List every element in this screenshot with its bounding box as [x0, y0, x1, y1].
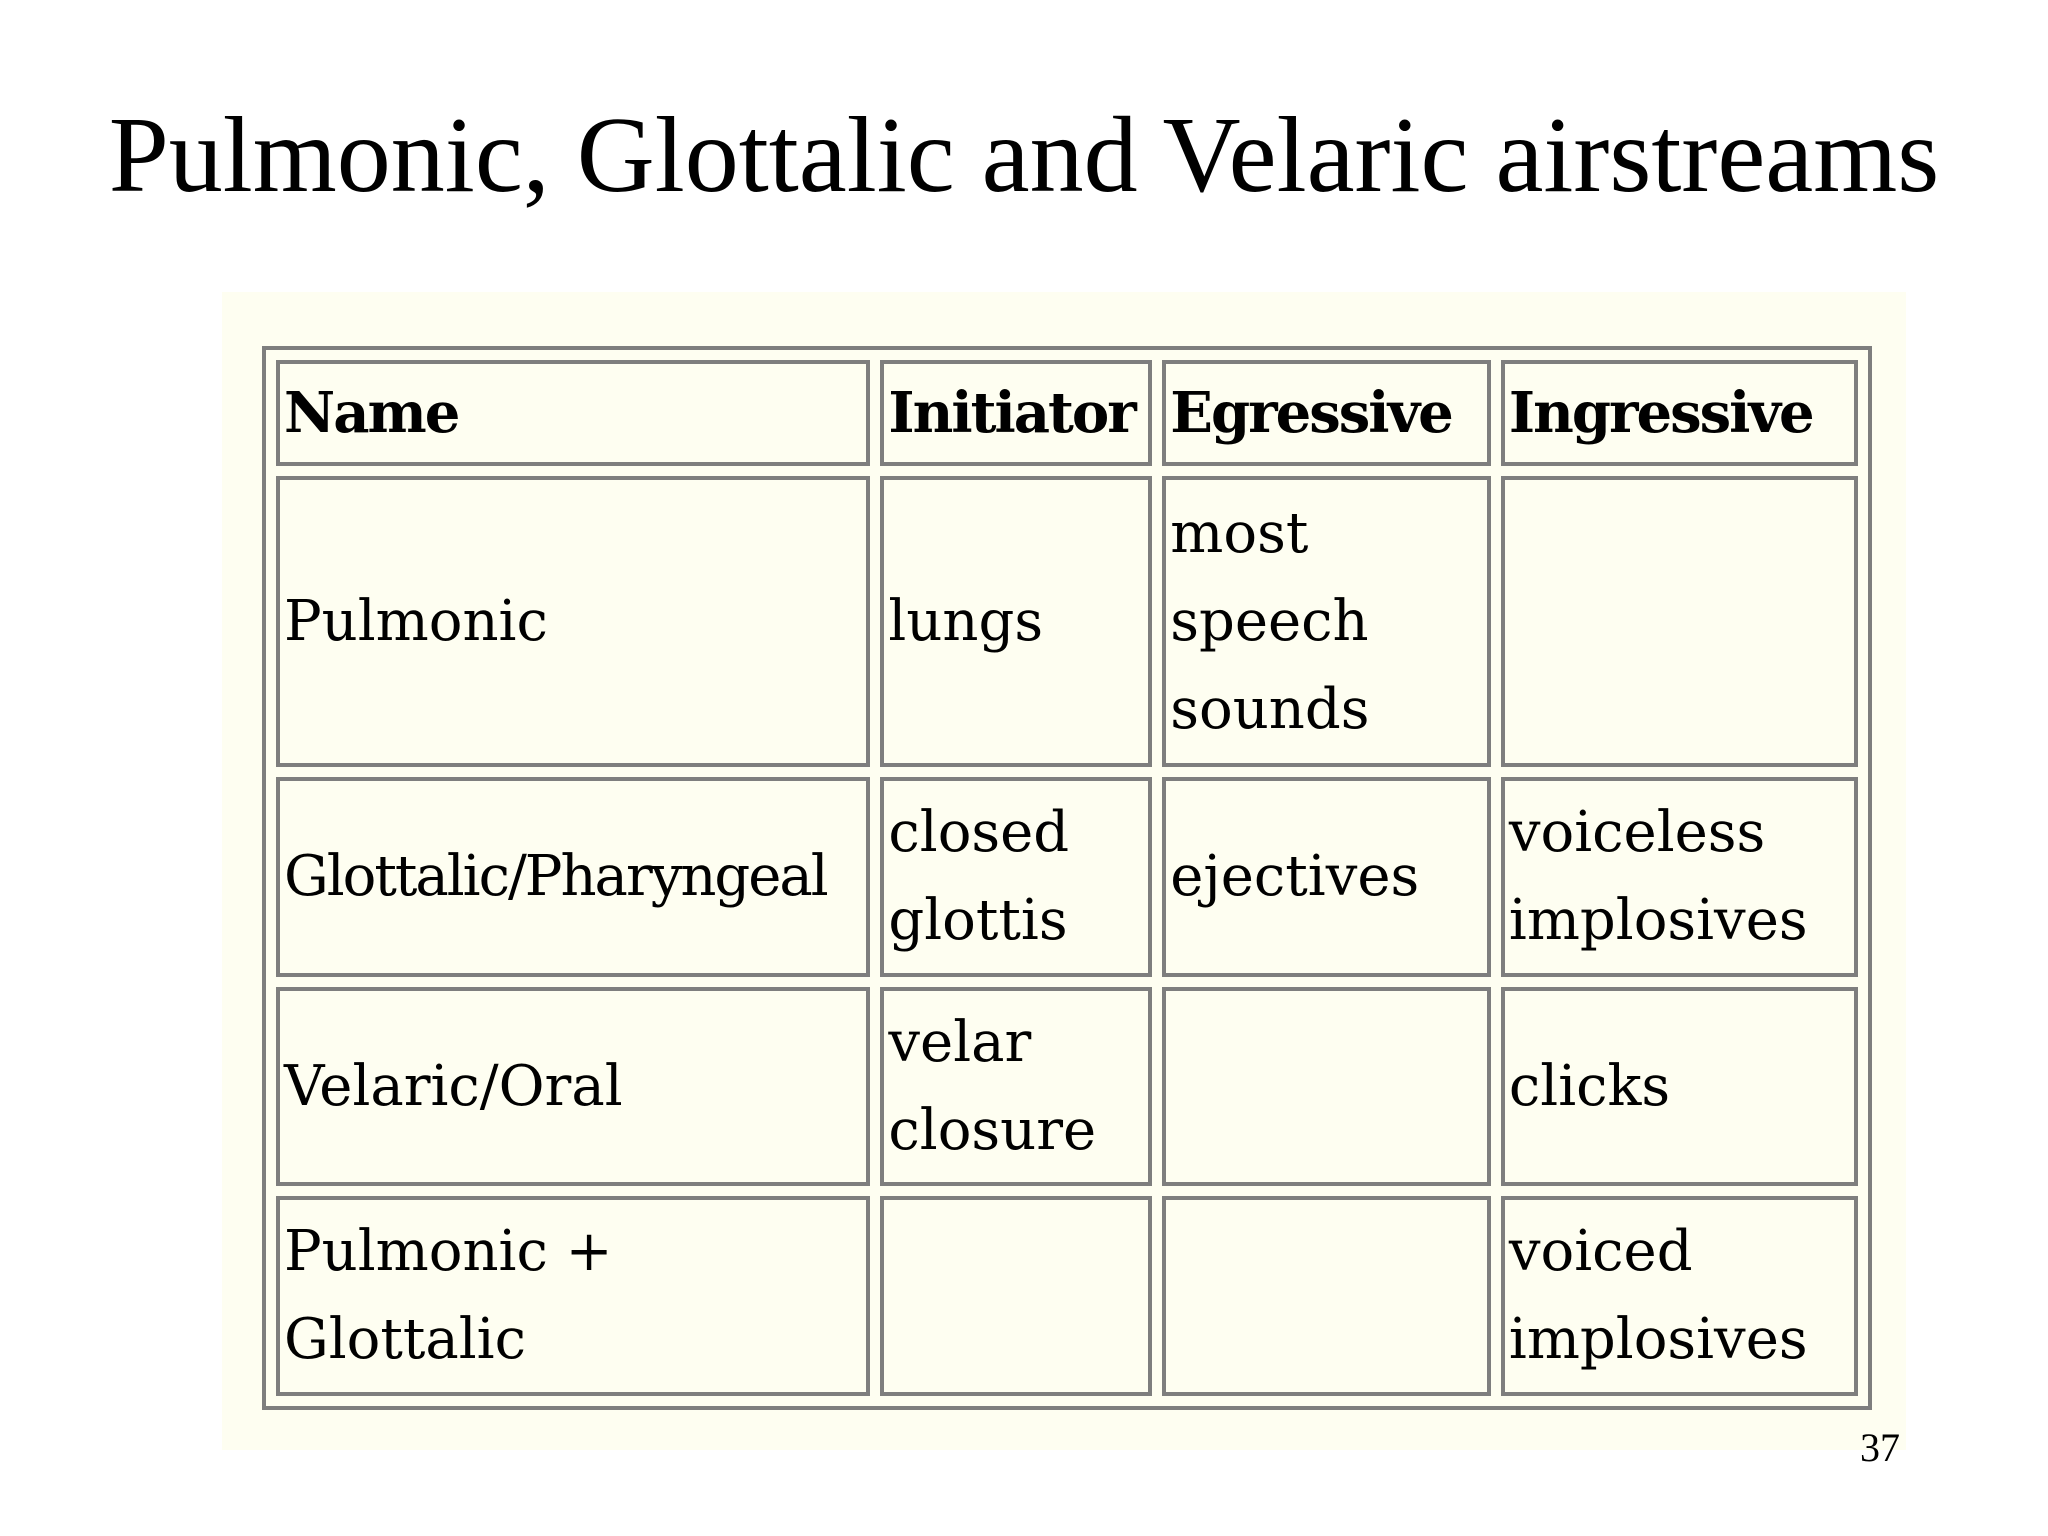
airstream-table — [262, 346, 1872, 1410]
cell-initiator: closed glottis — [880, 777, 1152, 977]
cell-egressive — [1162, 1196, 1491, 1396]
cell-initiator — [880, 1196, 1152, 1396]
header-ingressive: Ingressive — [1501, 360, 1858, 466]
table-header-row — [276, 360, 1858, 466]
table-panel — [222, 292, 1906, 1450]
table-row — [276, 1196, 1858, 1396]
cell-name: Pulmonic — [276, 476, 870, 767]
header-initiator: Initiator — [880, 360, 1152, 466]
header-name: Name — [276, 360, 870, 466]
cell-egressive: most speech sounds — [1162, 476, 1491, 767]
cell-egressive — [1162, 987, 1491, 1187]
cell-name: Velaric/Oral — [276, 987, 870, 1187]
cell-name: Pulmonic + Glottalic — [276, 1196, 870, 1396]
cell-ingressive: voiceless implosives — [1501, 777, 1858, 977]
cell-initiator: velar closure — [880, 987, 1152, 1187]
cell-ingressive — [1501, 476, 1858, 767]
table-row — [276, 476, 1858, 767]
table-row — [276, 777, 1858, 977]
cell-ingressive: voiced implosives — [1501, 1196, 1858, 1396]
header-egressive: Egressive — [1162, 360, 1491, 466]
cell-initiator: lungs — [880, 476, 1152, 767]
slide-title: Pulmonic, Glottalic and Velaric airstreams — [108, 96, 1940, 215]
cell-egressive: ejectives — [1162, 777, 1491, 977]
page-number: 37 — [1860, 1425, 1900, 1470]
cell-ingressive: clicks — [1501, 987, 1858, 1187]
cell-name: Glottalic/Pharyngeal — [276, 777, 870, 977]
table-row — [276, 987, 1858, 1187]
